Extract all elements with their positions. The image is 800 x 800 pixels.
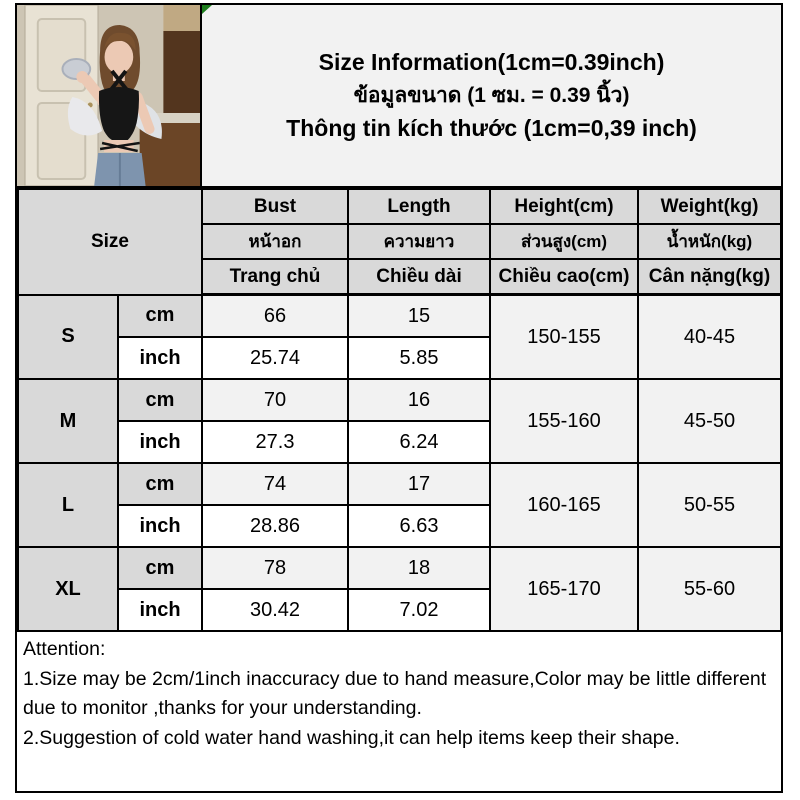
unit-cm: cm xyxy=(118,547,202,589)
unit-cm: cm xyxy=(118,463,202,505)
top-row xyxy=(17,5,781,188)
xl-bust-inch: 30.42 xyxy=(202,589,348,631)
s-length-cm: 15 xyxy=(348,295,490,338)
col-height-en: Height(cm) xyxy=(490,189,638,224)
col-length-vi: Chiều dài xyxy=(348,259,490,295)
xl-height: 165-170 xyxy=(490,547,638,631)
col-weight-en: Weight(kg) xyxy=(638,189,781,224)
size-m: M xyxy=(18,379,118,463)
col-weight-vi: Cân nặng(kg) xyxy=(638,259,781,295)
m-length-inch: 6.24 xyxy=(348,421,490,463)
attention-notes xyxy=(17,632,781,791)
l-bust-cm: 74 xyxy=(202,463,348,505)
size-chart-sheet xyxy=(15,3,783,793)
table-row-m-cm xyxy=(18,379,781,421)
xl-length-inch: 7.02 xyxy=(348,589,490,631)
col-length-th: ความยาว xyxy=(348,224,490,259)
table-row-s-cm xyxy=(18,295,781,338)
col-weight-th: น้ำหนัก(kg) xyxy=(638,224,781,259)
size-l: L xyxy=(18,463,118,547)
col-bust-vi: Trang chủ xyxy=(202,259,348,295)
m-height: 155-160 xyxy=(490,379,638,463)
unit-cm: cm xyxy=(118,379,202,421)
col-bust-en: Bust xyxy=(202,189,348,224)
attention-note1-line2: due to monitor ,thanks for your understanding. xyxy=(23,697,422,720)
green-corner-flag-icon xyxy=(202,5,212,14)
attention-note1-line1: 1.Size may be 2cm/1inch inaccuracy due to hand measure,Color may be little different xyxy=(23,667,767,690)
attention-label: Attention: xyxy=(23,638,106,660)
table-row-xl-cm xyxy=(18,547,781,589)
s-weight: 40-45 xyxy=(638,295,781,380)
s-bust-cm: 66 xyxy=(202,295,348,338)
unit-inch: inch xyxy=(118,589,202,631)
l-length-cm: 17 xyxy=(348,463,490,505)
title-vietnamese: Thông tin kích thước (1cm=0,39 inch) xyxy=(286,115,697,142)
title-english: Size Information(1cm=0.39inch) xyxy=(318,49,665,76)
l-height: 160-165 xyxy=(490,463,638,547)
title-block xyxy=(202,5,781,186)
attention-note2: 2.Suggestion of cold water hand washing,it can help items keep their shape. xyxy=(23,726,680,749)
xl-length-cm: 18 xyxy=(348,547,490,589)
l-bust-inch: 28.86 xyxy=(202,505,348,547)
size-header-cell: Size xyxy=(18,189,202,295)
m-weight: 45-50 xyxy=(638,379,781,463)
unit-inch: inch xyxy=(118,337,202,379)
table-row-l-cm xyxy=(18,463,781,505)
col-length-en: Length xyxy=(348,189,490,224)
size-table xyxy=(17,188,782,632)
col-bust-th: หน้าอก xyxy=(202,224,348,259)
col-height-vi: Chiều cao(cm) xyxy=(490,259,638,295)
m-length-cm: 16 xyxy=(348,379,490,421)
m-bust-inch: 27.3 xyxy=(202,421,348,463)
size-xl: XL xyxy=(18,547,118,631)
s-bust-inch: 25.74 xyxy=(202,337,348,379)
xl-bust-cm: 78 xyxy=(202,547,348,589)
header-row-english xyxy=(18,189,781,224)
unit-inch: inch xyxy=(118,421,202,463)
xl-weight: 55-60 xyxy=(638,547,781,631)
title-thai: ข้อมูลขนาด (1 ซม. = 0.39 นิ้ว) xyxy=(353,83,630,107)
product-photo xyxy=(17,5,202,186)
s-height: 150-155 xyxy=(490,295,638,380)
l-length-inch: 6.63 xyxy=(348,505,490,547)
col-height-th: ส่วนสูง(cm) xyxy=(490,224,638,259)
product-photo-illustration xyxy=(17,5,200,186)
unit-cm: cm xyxy=(118,295,202,338)
s-length-inch: 5.85 xyxy=(348,337,490,379)
l-weight: 50-55 xyxy=(638,463,781,547)
size-s: S xyxy=(18,295,118,380)
m-bust-cm: 70 xyxy=(202,379,348,421)
unit-inch: inch xyxy=(118,505,202,547)
